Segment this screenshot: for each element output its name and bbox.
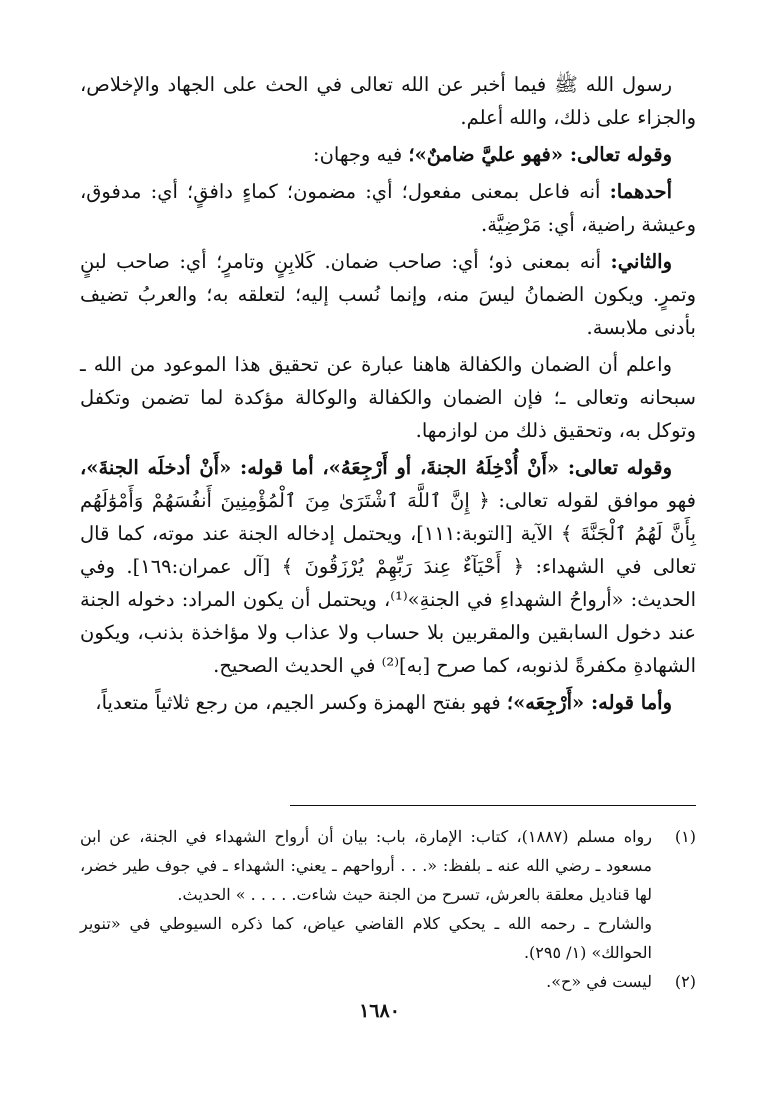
paragraph-body: رسول الله ﷺ فيما أخبر عن الله تعالى في الحث على الجهاد والإخلاص، والجزاء على ذلك، والله أعلم. (80, 73, 696, 129)
paragraph-lead: وقوله تعالى: «أَنْ أُدْخِلَهُ الجنةَ، أو أَرْجِعَهُ»، أما قوله: «أَنْ أدخلَه الجنةَ»، (80, 456, 672, 479)
paragraph-4 (80, 245, 696, 344)
footnote-number: (٢) (674, 972, 696, 991)
paragraph-2 (80, 138, 696, 171)
paragraph-3 (80, 175, 696, 241)
footnote-line: ليست في «ح». (546, 972, 652, 991)
footnote-text (80, 822, 652, 967)
paragraph-lead: وأما قوله: «أَرْجِعَه»؛ (506, 691, 672, 714)
footnote-text (80, 967, 652, 996)
paragraph-lead: وقوله تعالى: «فهو عليَّ ضامنٌ»؛ (408, 143, 672, 166)
main-text (80, 68, 696, 719)
paragraph-body: أنه فاعل بمعنى مفعول؛ أي: مضمون؛ كماءٍ دافقٍ؛ أي: مدفوق، وعيشة راضية، أي: مَرْضِيَّة. (80, 180, 696, 236)
footnote-line: والشارح ـ رحمه الله ـ يحكي كلام القاضي عياض، كما ذكره السيوطي في «تنوير الحوالك» (١/ ٢٩٥). (80, 914, 652, 962)
paragraph-lead: والثاني: (610, 250, 672, 273)
paragraph-lead: أحدهما: (609, 180, 672, 203)
footnotes (80, 822, 696, 996)
paragraph-5 (80, 348, 696, 447)
paragraph-body: واعلم أن الضمان والكفالة هاهنا عبارة عن تحقيق هذا الموعود من الله ـ سبحانه وتعالى ـ؛ فإن الضمان والكفالة والوكالة مؤكدة لما تضمن وتكفل وتوكل به، وتحقيق ذلك من لوازمها. (80, 353, 696, 442)
paragraph-1 (80, 68, 696, 134)
paragraph-body: فيه وجهان: (313, 143, 409, 166)
page-number: ١٦٨٠ (359, 1000, 400, 1022)
paragraph-body: فهو بفتح الهمزة وكسر الجيم، من رجع ثلاثياً متعدياً، (95, 691, 507, 714)
footnote-1 (80, 822, 696, 967)
footnote-line: رواه مسلم (١٨٨٧)، كتاب: الإمارة، باب: بيان أن أرواح الشهداء في الجنة، عن ابن مسعود ـ رضي الله عنه ـ بلفظ: «. . . أرواحهم ـ يعني: الشهداء ـ في جوف طير خضر، لها قناديل معلقة بالعرش، تسرح من الجنة حيث شاءت. . . . . » الحديث. (80, 827, 652, 904)
paragraph-body: فهو موافق لقوله تعالى: ﴿ إِنَّ ٱللَّهَ ٱشْتَرَىٰ مِنَ ٱلْمُؤْمِنِينَ أَنفُسَهُمْ وَأَمْوَٰلَهُم بِأَنَّ لَهُمُ ٱلْجَنَّةَ ﴾ الآية [التوبة:١١١]، ويحتمل إدخاله الجنة عند موته، كما قال تعالى في الشهداء: ﴿ أَحْيَآءٌ عِندَ رَبِّهِمْ يُرْزَقُونَ ﴾ [آل عمران:١٦٩]. وفي الحديث: «أرواحُ الشهداءِ في الجنةِ»⁽¹⁾، ويحتمل أن يكون المراد: دخوله الجنة عند دخول السابقين والمقربين بلا حساب ولا عذاب ولا مؤاخذة بذنب، ويكون الشهادةِ مكفرةً لذنوبه، كما صرح [به]⁽²⁾ في الحديث الصحيح. (80, 489, 697, 677)
footnote-2 (80, 967, 696, 996)
footnote-number: (١) (674, 827, 696, 846)
paragraph-6 (80, 451, 696, 682)
paragraph-body: أنه بمعنى ذو؛ أي: صاحب ضمان. كَلابِنٍ وتامرٍ؛ أي: صاحب لبنٍ وتمرٍ. ويكون الضمانُ ليسَ منه، وإنما نُسب إليه؛ لتعلقه به؛ والعربُ تضيف بأدنى ملابسة. (80, 250, 696, 339)
paragraph-7 (80, 686, 696, 719)
footnote-separator (290, 805, 696, 806)
